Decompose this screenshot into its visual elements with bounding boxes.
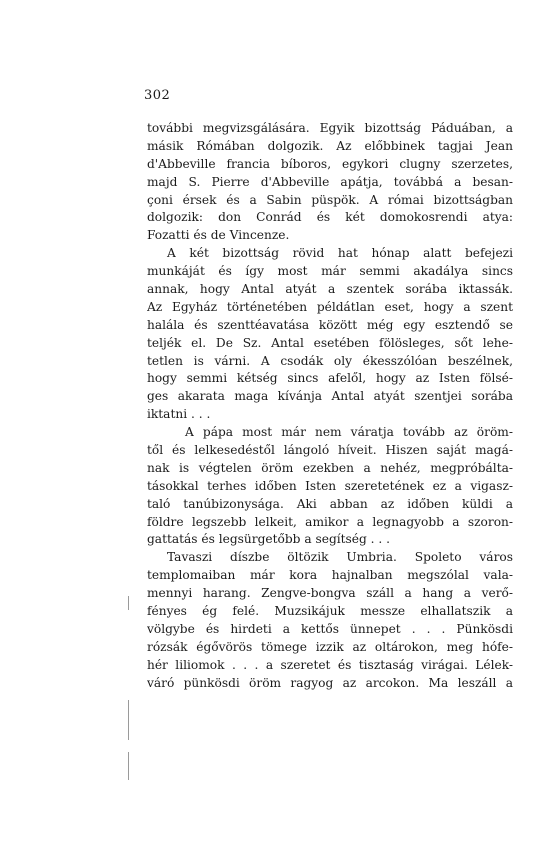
text-line: gattatás és legsürgetőbb a segítség . . .: [147, 532, 391, 547]
text-line: től és lelkesedéstől lángoló híveit. Hiszen saját magá-: [147, 443, 513, 458]
text-line: további megvizsgálására. Egyik bizottság Páduában, a: [147, 121, 513, 135]
text-line: Fozatti és de Vincenze.: [147, 228, 290, 243]
margin-mark: [128, 752, 129, 780]
paragraph-start-line: A pápa most már nem váratja tovább az öröm-: [185, 425, 513, 440]
text-line: mennyi harang. Zengve-bongva száll a hang a verő-: [147, 586, 513, 601]
text-line: munkáját és így most már semmi akadálya sincs: [147, 264, 513, 279]
text-line: majd S. Pierre d'Abbeville apátja, továbbá a besan-: [147, 174, 513, 189]
text-line: tetlen is várni. A csodák oly ékesszólóan beszélnek,: [147, 353, 513, 368]
text-line: hér liliomok . . . a szeretet és tisztaság virágai. Lélek-: [147, 657, 513, 672]
text-line: másik Rómában dolgozik. Az előbbinek tagjai Jean: [147, 138, 513, 153]
text-line: fényes ég felé. Muzsikájuk messze elhallatszik a: [147, 604, 513, 619]
text-line: hogy semmi kétség sincs afelől, hogy az Isten fölsé-: [147, 371, 513, 386]
text-line: templomaiban már kora hajnalban megszólal vala-: [147, 568, 513, 583]
margin-mark: [128, 700, 129, 740]
text-line: taló tanúbizonysága. Aki abban az időben küldi a: [147, 496, 513, 511]
text-line: váró pünkösdi öröm ragyog az arcokon. Ma leszáll a: [147, 675, 513, 690]
body-text: [147, 120, 513, 693]
text-line: földre legszebb lelkeit, amikor a legnagyobb a szoron-: [147, 514, 513, 529]
text-line: Az Egyház történetében példátlan eset, hogy a szent: [147, 299, 513, 314]
text-line: völgybe és hirdeti a kettős ünnepet . . . Pünkösdi: [147, 621, 513, 636]
paragraph-start-line: Tavaszi díszbe öltözik Umbria. Spoleto város: [167, 550, 513, 565]
paragraph-start-line: A két bizottság rövid hat hónap alatt befejezi: [167, 246, 513, 261]
text-line: rózsák égővörös tömege izzik az oltárokon, meg hófe-: [147, 639, 513, 654]
text-line: çoni érsek és a Sabin püspök. A római bizottságban: [147, 192, 513, 207]
text-line: dolgozik: don Conrád és két domokosrendi atya:: [147, 210, 513, 225]
text-line: nak is végtelen öröm ezekben a nehéz, megpróbálta-: [147, 460, 513, 475]
text-line: teljék el. De Sz. Antal esetében fölösleges, sőt lehe-: [147, 335, 513, 350]
text-line: iktatni . . .: [147, 407, 211, 422]
page-number: 302: [144, 88, 171, 103]
text-line: halála és szenttéavatása között még egy esztendő se: [147, 317, 513, 332]
text-line: tásokkal terhes időben Isten szeretetének ez a vigasz-: [147, 478, 513, 493]
text-line: annak, hogy Antal atyát a szentek sorába iktassák.: [147, 282, 513, 297]
margin-mark: [128, 596, 129, 610]
text-line: d'Abbeville francia bíboros, egykori clugny szerzetes,: [147, 156, 513, 171]
text-line: ges akarata maga kívánja Antal atyát szentjei sorába: [147, 389, 513, 404]
